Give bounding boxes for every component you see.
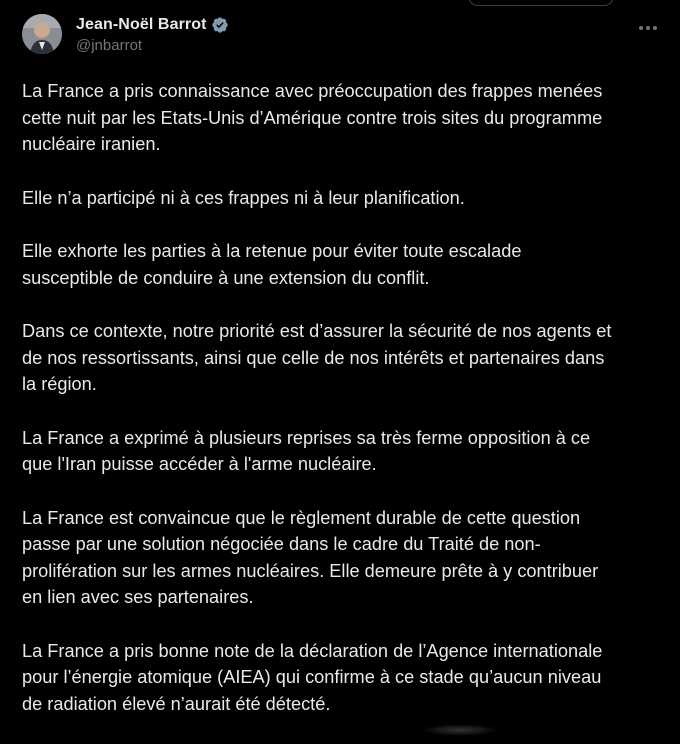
tweet-paragraph: Elle n’a participé ni à ces frappes ni à leur planification. bbox=[22, 187, 465, 208]
tweet-paragraph: La France est convaincue que le règlement durable de cette question passe par une solution négociée dans le cadre du Traité de non- prolifération sur les armes nucléaires. Elle demeure prête à y contribuer en lien avec ses partenaires. bbox=[22, 507, 599, 607]
more-options-icon[interactable] bbox=[634, 18, 662, 38]
tweet-paragraph: Dans ce contexte, notre priorité est d’assurer la sécurité de nos agents et de nos ressortissants, ainsi que celle de nos intérêts et partenaires dans la région. bbox=[22, 321, 612, 394]
author-info bbox=[76, 14, 229, 54]
top-pill-button[interactable] bbox=[468, 0, 614, 6]
tweet-paragraph: La France a pris connaissance avec préoccupation des frappes menées cette nuit par les Etats-Unis d’Amérique contre trois sites du programme nucléaire iranien. bbox=[22, 81, 603, 154]
tweet-text bbox=[22, 78, 667, 744]
tweet-paragraph: La France a pris bonne note de la déclaration de l’Agence internationale pour l’énergie atomique (AIEA) qui confirme à ce stade qu’aucun niveau de radiation élevé n’aurait été détecté. bbox=[22, 640, 603, 714]
avatar[interactable] bbox=[22, 14, 62, 54]
tweet-paragraph: La France a exprimé à plusieurs reprises sa très ferme opposition à ce que l'Iran puisse accéder à l'arme nucléaire. bbox=[22, 427, 591, 474]
verified-badge-icon[interactable] bbox=[211, 16, 229, 34]
bottom-edge-shadow bbox=[420, 724, 500, 736]
author-name-row bbox=[76, 16, 229, 34]
author-display-name[interactable]: Jean-Noël Barrot bbox=[76, 16, 207, 33]
tweet-paragraph: Elle exhorte les parties à la retenue pour éviter toute escalade susceptible de conduire à une extension du conflit. bbox=[22, 241, 522, 288]
tweet-header bbox=[22, 14, 662, 62]
author-handle[interactable]: @jnbarrot bbox=[76, 37, 143, 54]
